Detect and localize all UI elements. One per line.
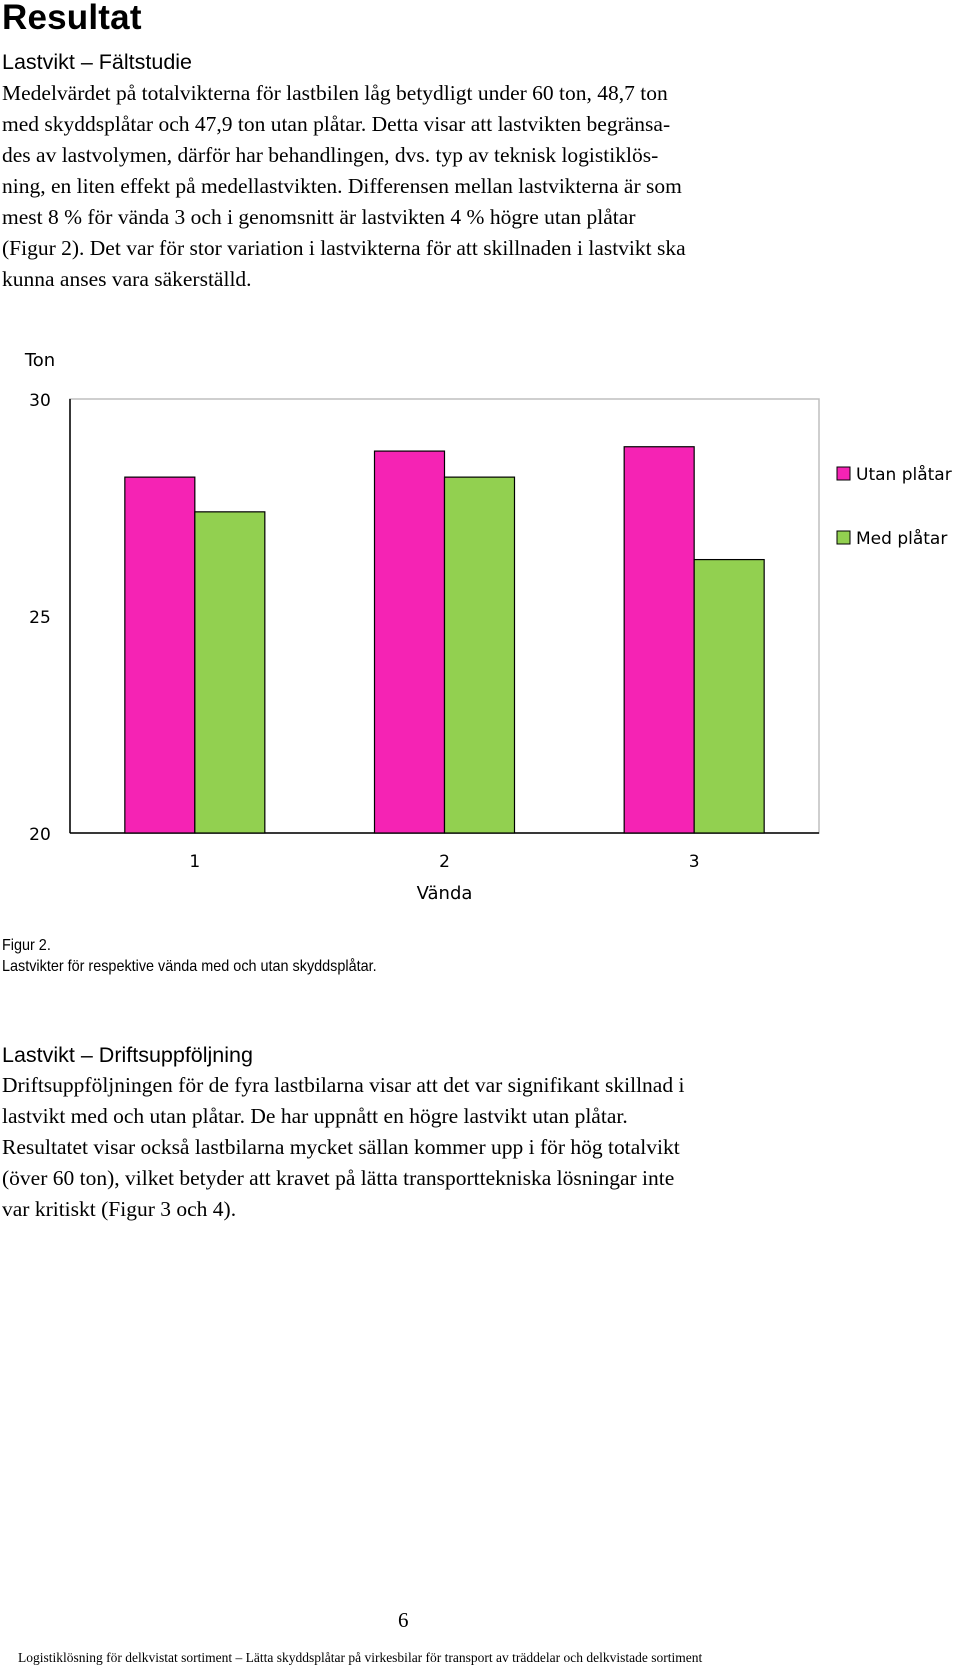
paragraph-line: Medelvärdet på totalvikterna för lastbilen låg betydligt under 60 ton, 48,7 ton	[2, 81, 668, 105]
paragraph-line: (över 60 ton), vilket betyder att kravet på lätta transporttekniska lösningar inte	[2, 1166, 675, 1190]
paragraph-driftsuppfoljning	[2, 1070, 862, 1225]
section-title-faltstudie: Lastvikt – Fältstudie	[2, 50, 193, 74]
paragraph-line: mest 8 % för vända 3 och i genomsnitt är lastvikten 4 % högre utan plåtar	[2, 205, 636, 229]
paragraph-line: kunna anses vara säkerställd.	[2, 267, 252, 291]
paragraph-line: Resultatet visar också lastbilarna mycket sällan kommer upp i för hög totalvikt	[2, 1135, 680, 1159]
page-footer: Logistiklösning för delkvistat sortiment – Lätta skyddsplåtar på virkesbilar för transport av träddelar och delkvistade sortiment	[18, 1650, 703, 1665]
y-axis-title: Ton	[24, 350, 56, 371]
bar-chart	[0, 340, 960, 915]
section-title-driftsuppfoljning: Lastvikt – Driftsuppföljning	[2, 1043, 253, 1067]
paragraph-line: lastvikt med och utan plåtar. De har uppnått en högre lastvikt utan plåtar.	[2, 1104, 628, 1128]
paragraph-line: ning, en liten effekt på medellastvikten. Differensen mellan lastvikterna är som	[2, 174, 682, 198]
paragraph-line: Driftsuppföljningen för de fyra lastbilarna visar att det var signifikant skillnad i	[2, 1073, 685, 1097]
bar-med-platar	[445, 477, 515, 833]
x-tick-label: 1	[189, 852, 201, 872]
paragraph-line: (Figur 2). Det var för stor variation i lastvikterna för att skillnaden i lastvikt ska	[2, 236, 686, 260]
page-heading: Resultat	[2, 0, 142, 37]
legend-swatch	[837, 531, 850, 544]
x-axis-title: Vända	[416, 883, 473, 904]
figure-caption	[2, 935, 377, 977]
bar-utan-platar	[125, 477, 195, 833]
bar-utan-platar	[375, 451, 445, 833]
y-tick-label: 25	[29, 608, 51, 628]
paragraph-line: des av lastvolymen, därför har behandlingen, dvs. typ av teknisk logistiklös-	[2, 143, 659, 167]
bar-med-platar	[195, 512, 265, 833]
legend-label: Med plåtar	[856, 529, 948, 549]
figure-caption-label: Figur 2.	[2, 937, 51, 954]
paragraph-faltstudie	[2, 78, 862, 295]
y-tick-label: 30	[29, 391, 51, 411]
x-tick-label: 2	[439, 852, 450, 872]
paragraph-line: med skyddsplåtar och 47,9 ton utan plåtar. Detta visar att lastvikten begränsa-	[2, 112, 671, 136]
paragraph-line: var kritiskt (Figur 3 och 4).	[2, 1197, 237, 1221]
x-tick-label: 3	[688, 852, 700, 872]
bar-med-platar	[694, 560, 764, 833]
legend-label: Utan plåtar	[856, 465, 952, 485]
figure-caption-text: Lastvikter för respektive vända med och utan skyddsplåtar.	[2, 958, 377, 975]
bar-utan-platar	[624, 447, 694, 833]
legend-swatch	[837, 467, 850, 480]
page-number: 6	[398, 1608, 409, 1632]
y-tick-label: 20	[29, 825, 51, 845]
